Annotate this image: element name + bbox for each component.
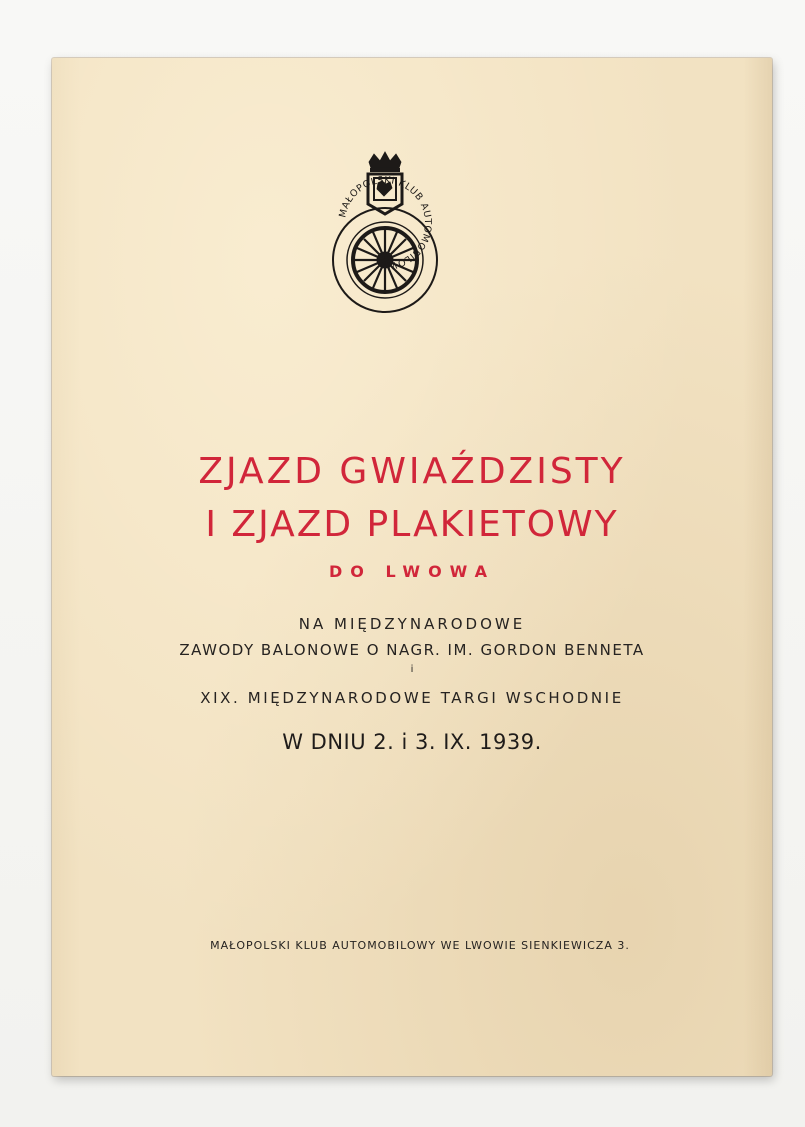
title-line-3: DO LWOWA bbox=[329, 562, 495, 581]
emblem-ring-text: MAŁOPOLSKI KLUB AUTOMOBILOWY bbox=[337, 174, 434, 272]
club-emblem-logo bbox=[330, 150, 440, 320]
subtitle-line-2: ZAWODY BALONOWE O NAGR. IM. GORDON BENNETA bbox=[179, 641, 645, 659]
subtitle-line-3: i bbox=[410, 664, 414, 675]
event-date: W DNIU 2. i 3. IX. 1939. bbox=[282, 730, 542, 754]
subtitle-line-1: NA MIĘDZYNARODOWE bbox=[298, 615, 526, 633]
subtitle-line-4: XIX. MIĘDZYNARODOWE TARGI WSCHODNIE bbox=[200, 689, 624, 707]
publisher-footer: MAŁOPOLSKI KLUB AUTOMOBILOWY WE LWOWIE SIENKIEWICZA 3. bbox=[210, 939, 630, 952]
title-line-2: I ZJAZD PLAKIETOWY bbox=[205, 504, 619, 545]
title-line-1: ZJAZD GWIAŹDZISTY bbox=[198, 451, 626, 492]
